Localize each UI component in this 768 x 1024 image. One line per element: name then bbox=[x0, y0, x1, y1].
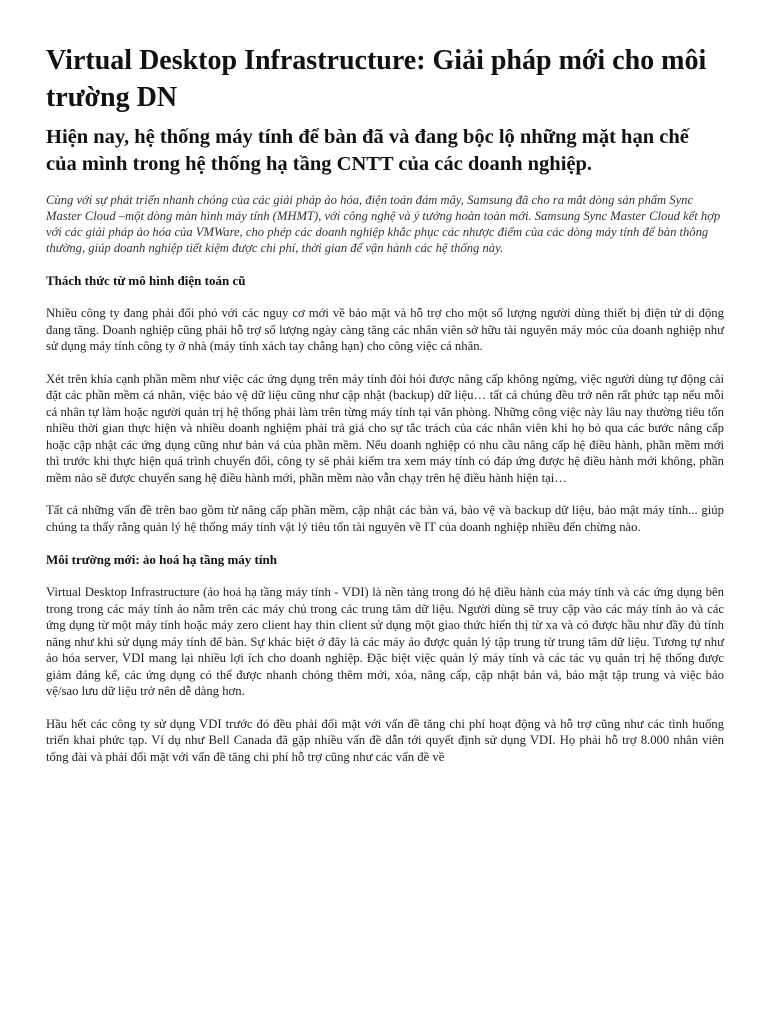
article-title: Virtual Desktop Infrastructure: Giải pháp mới cho môi trường DN bbox=[46, 45, 707, 113]
lead-paragraph: Cùng với sự phát triển nhanh chóng của các giải pháp ảo hóa, điện toán đám mây, Samsung đã cho ra mắt dòng sản phẩm Sync Master Cloud –một dòng màn hình máy tính (MHMT), với công nghệ và ý tưởng hoàn toàn mới. Samsung Sync Master Cloud kết hợp với các giải pháp ảo hóa của VMWare, cho phép các doanh nghiệp khắc phục các nhược điểm của các dòng máy tính để bàn thông thường, giúp doanh nghiệp tiết kiệm được chi phí, thời gian để vận hành các hệ thống này. bbox=[46, 193, 721, 255]
section-heading-challenges: Thách thức từ mô hình điện toán cũ bbox=[46, 273, 246, 288]
paragraph: Hầu hết các công ty sử dụng VDI trước đó đều phải đối mặt với vấn đề tăng chi phí hoạt động và hỗ trợ cũng như các tình huống triển khai phức tạp. Ví dụ như Bell Canada đã gặp nhiều vấn đề dẫn tới quyết định sử dụng VDI. Họ phải hỗ trợ 8.000 nhân viên tổng đài và phải đối mặt với vấn đề tăng chi phí hỗ trợ cũng như các vấn đề về bbox=[46, 716, 724, 764]
article-subtitle: Hiện nay, hệ thống máy tính để bàn đã và đang bộc lộ những mặt hạn chế của mình trong hệ thống hạ tầng CNTT của các doanh nghiệp. bbox=[46, 126, 689, 175]
paragraph: Xét trên khía cạnh phần mềm như việc các ứng dụng trên máy tính đòi hỏi được nâng cấp không ngừng, việc người dùng tự động cài đặt các phần mềm cá nhân, việc bảo vệ dữ liệu cũng như cập nhật (backup) dữ liệu… tất cả chúng đều trở nên rất phức tạp nếu mỗi cá nhân tự làm hoặc người quản trị hệ thống phải làm trên từng máy tính tại văn phòng. Những công việc này lâu nay thường tiêu tốn nhiều thời gian thực hiện và nhiều doanh nghiệm phải trả giá cho sự tắc trách của các nhân viên khi họ bỏ qua các bước nâng cấp hoặc cập nhật các ứng dụng cũng như bản vá của phần mềm. Nếu doanh nghiệp có nhu cầu nâng cấp hệ điều hành, phần mềm mới thì trước khi thực hiện quá trình chuyển đổi, công ty sẽ phải kiểm tra xem máy tính có đáp ứng được hệ điều hành mới không, phần mềm nào sẽ được chuyển sang hệ điều hành mới, phần mềm nào vẫn chạy trên hệ điều hành hiện tại… bbox=[46, 371, 724, 485]
paragraph: Nhiều công ty đang phải đối phó với các nguy cơ mới về bảo mật và hỗ trợ cho một số lượng người dùng thiết bị điện tử di động đang tăng. Doanh nghiệp cũng phải hỗ trợ số lượng ngày càng tăng các nhân viên sở hữu tài nguyên máy móc của doanh nghiệp như sử dụng máy tính công ty ở nhà (máy tính xách tay chẳng hạn) cho công việc cá nhân. bbox=[46, 306, 724, 353]
paragraph: Tất cả những vấn đề trên bao gồm từ nâng cấp phần mềm, cập nhật các bản vá, bảo vệ và backup dữ liệu, bảo mật máy tính... giúp chúng ta thấy rằng quản lý hệ thống máy tính vật lý tiêu tốn tài nguyên về IT của doanh nghiệp nhiều đến chừng nào. bbox=[46, 503, 724, 534]
document-page bbox=[46, 42, 724, 781]
section-heading-vdi: Môi trường mới: ảo hoá hạ tầng máy tính bbox=[46, 552, 277, 567]
paragraph: Virtual Desktop Infrastructure (ảo hoá hạ tầng máy tính - VDI) là nền tảng trong đó hệ điều hành của máy tính và các ứng dụng bên trong trong các máy tính ảo nằm trên các máy chủ trong các trung tâm dữ liệu. Người dùng sẽ truy cập vào các máy tính ảo và các ứng dụng từ một máy tính hoặc máy zero client hay thin client sử dụng một giao thức hiển thị từ xa và có được hầu như đầy đủ tính năng như khi sử dụng máy tính để bàn. Sự khác biệt ở đây là các máy ảo được quản lý tập trung từ trung tâm dữ liệu. Tương tự như ảo hóa server, VDI mang lại nhiều lợi ích cho doanh nghiệp. Đặc biệt việc quản lý máy tính và các tác vụ quản trị hệ thống được giảm đáng kể, các ứng dụng có thể được nhanh chóng thêm mới, xóa, nâng cấp, cập nhật bản vá, bảo mật tập trung và việc bảo vệ/sao lưu dữ liệu trở nên dễ dàng hơn. bbox=[46, 585, 724, 698]
